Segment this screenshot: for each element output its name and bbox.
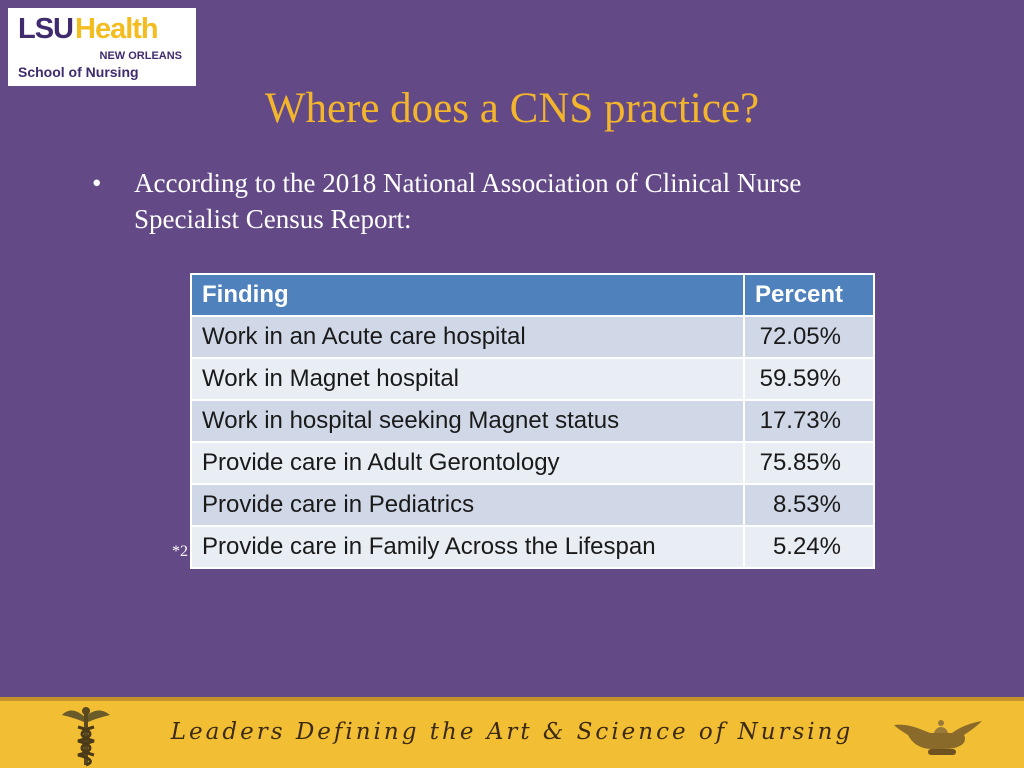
bullet-point: [92, 165, 912, 237]
finding-cell: Provide care in Adult Gerontology: [191, 442, 744, 484]
percent-cell: 17.73%: [744, 400, 874, 442]
header-percent: Percent: [744, 274, 874, 316]
bullet-symbol: •: [92, 168, 102, 198]
percent-cell: 8.53%: [744, 484, 874, 526]
table-row: [191, 400, 874, 442]
table-row: [191, 484, 874, 526]
percent-cell: 59.59%: [744, 358, 874, 400]
footer-tagline: Leaders Defining the Art & Science of Nursing: [170, 719, 854, 745]
slide-title: Where does a CNS practice?: [264, 85, 760, 132]
table-row: [191, 526, 874, 568]
table-header-row: [191, 274, 874, 316]
logo-new-orleans-text: NEW ORLEANS: [99, 50, 182, 62]
findings-table: [190, 273, 875, 569]
table-row: [191, 316, 874, 358]
bullet-text: According to the 2018 National Association of Clinical Nurse Specialist Census Report:: [134, 168, 802, 234]
table-row: [191, 442, 874, 484]
header-finding: Finding: [191, 274, 744, 316]
logo-school-text: School of Nursing: [18, 64, 139, 80]
percent-cell: 72.05%: [744, 316, 874, 358]
finding-cell: Provide care in Pediatrics: [191, 484, 744, 526]
table-row: [191, 358, 874, 400]
footnote-marker: *2: [172, 543, 188, 560]
finding-cell: Provide care in Family Across the Lifespan: [191, 526, 744, 568]
finding-cell: Work in Magnet hospital: [191, 358, 744, 400]
lsu-health-logo: [8, 8, 196, 86]
finding-cell: Work in hospital seeking Magnet status: [191, 400, 744, 442]
lamp-icon: [890, 709, 990, 761]
footer-banner: [0, 697, 1024, 768]
percent-cell: 75.85%: [744, 442, 874, 484]
logo-health-text: Health: [75, 13, 158, 45]
finding-cell: Work in an Acute care hospital: [191, 316, 744, 358]
percent-cell: 5.24%: [744, 526, 874, 568]
logo-lsu-text: LSU: [18, 13, 73, 45]
